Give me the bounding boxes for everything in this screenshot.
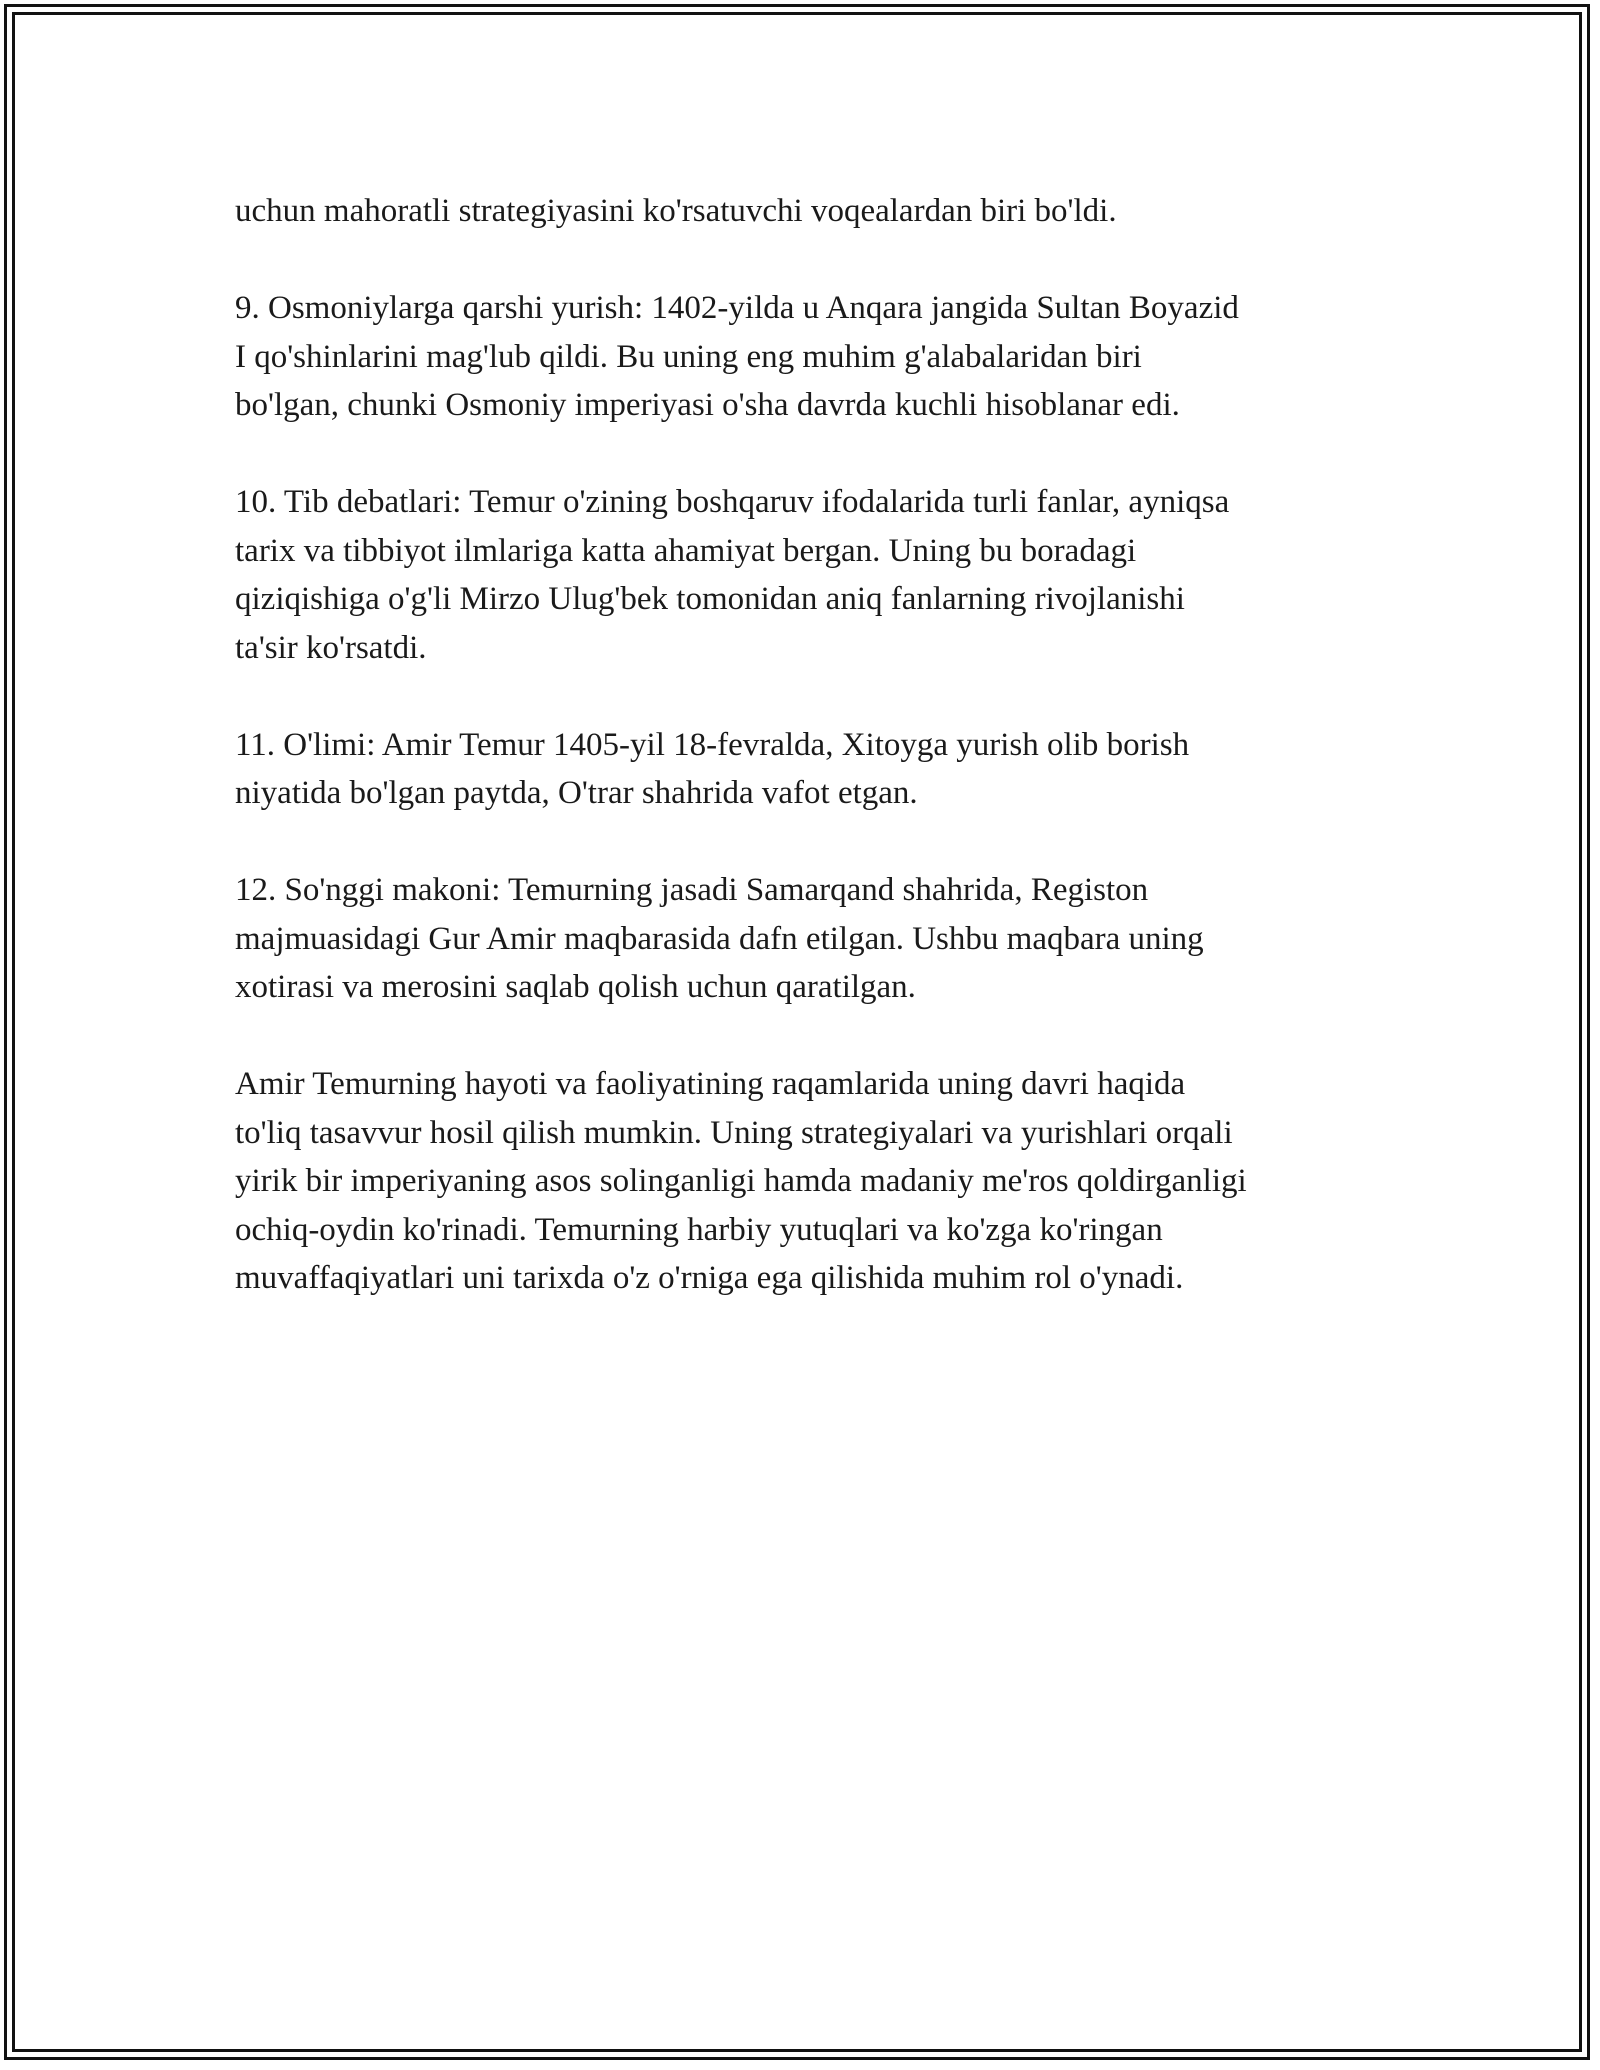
paragraph-conclusion: Amir Temurning hayoti va faoliyatining raqamlarida uning davri haqida to'liq tasavvur hosil qilish mumkin. Uning strategiyalari va yurishlari orqali yirik bir imperiyaning asos solinganligi hamda madaniy me'ros qoldirganligi ochiq-oydin ko'rinadi. Temurning harbiy yutuqlari va ko'zga ko'ringan muvaffaqiyatlari uni tarixda o'z o'rniga ega qilishida muhim rol o'ynadi. bbox=[235, 1066, 1247, 1296]
paragraph-continuation: uchun mahoratli strategiyasini ko'rsatuvchi voqealardan biri bo'ldi. bbox=[235, 193, 1117, 229]
document-body bbox=[235, 187, 1385, 1351]
paragraph-item-9: 9. Osmoniylarga qarshi yurish: 1402-yilda u Anqara jangida Sultan Boyazid I qo'shinlarini mag'lub qildi. Bu uning eng muhim g'alabalaridan biri bo'lgan, chunki Osmoniy imperiyasi o'sha davrda kuchli hisoblanar edi. bbox=[235, 290, 1239, 423]
paragraph-item-12: 12. So'nggi makoni: Temurning jasadi Samarqand shahrida, Registon majmuasidagi Gur Amir maqbarasida dafn etilgan. Ushbu maqbara uning xotirasi va merosini saqlab qolish uchun qaratilgan. bbox=[235, 872, 1204, 1005]
paragraph-item-10: 10. Tib debatlari: Temur o'zining boshqaruv ifodalarida turli fanlar, ayniqsa tarix va tibbiyot ilmlariga katta ahamiyat bergan. Uning bu boradagi qiziqishiga o'g'li Mirzo Ulug'bek tomonidan aniq fanlarning rivojlanishi ta'sir ko'rsatdi. bbox=[235, 484, 1230, 666]
paragraph-item-11: 11. O'limi: Amir Temur 1405-yil 18-fevralda, Xitoyga yurish olib borish niyatida bo'lgan paytda, O'trar shahrida vafot etgan. bbox=[235, 726, 1190, 811]
